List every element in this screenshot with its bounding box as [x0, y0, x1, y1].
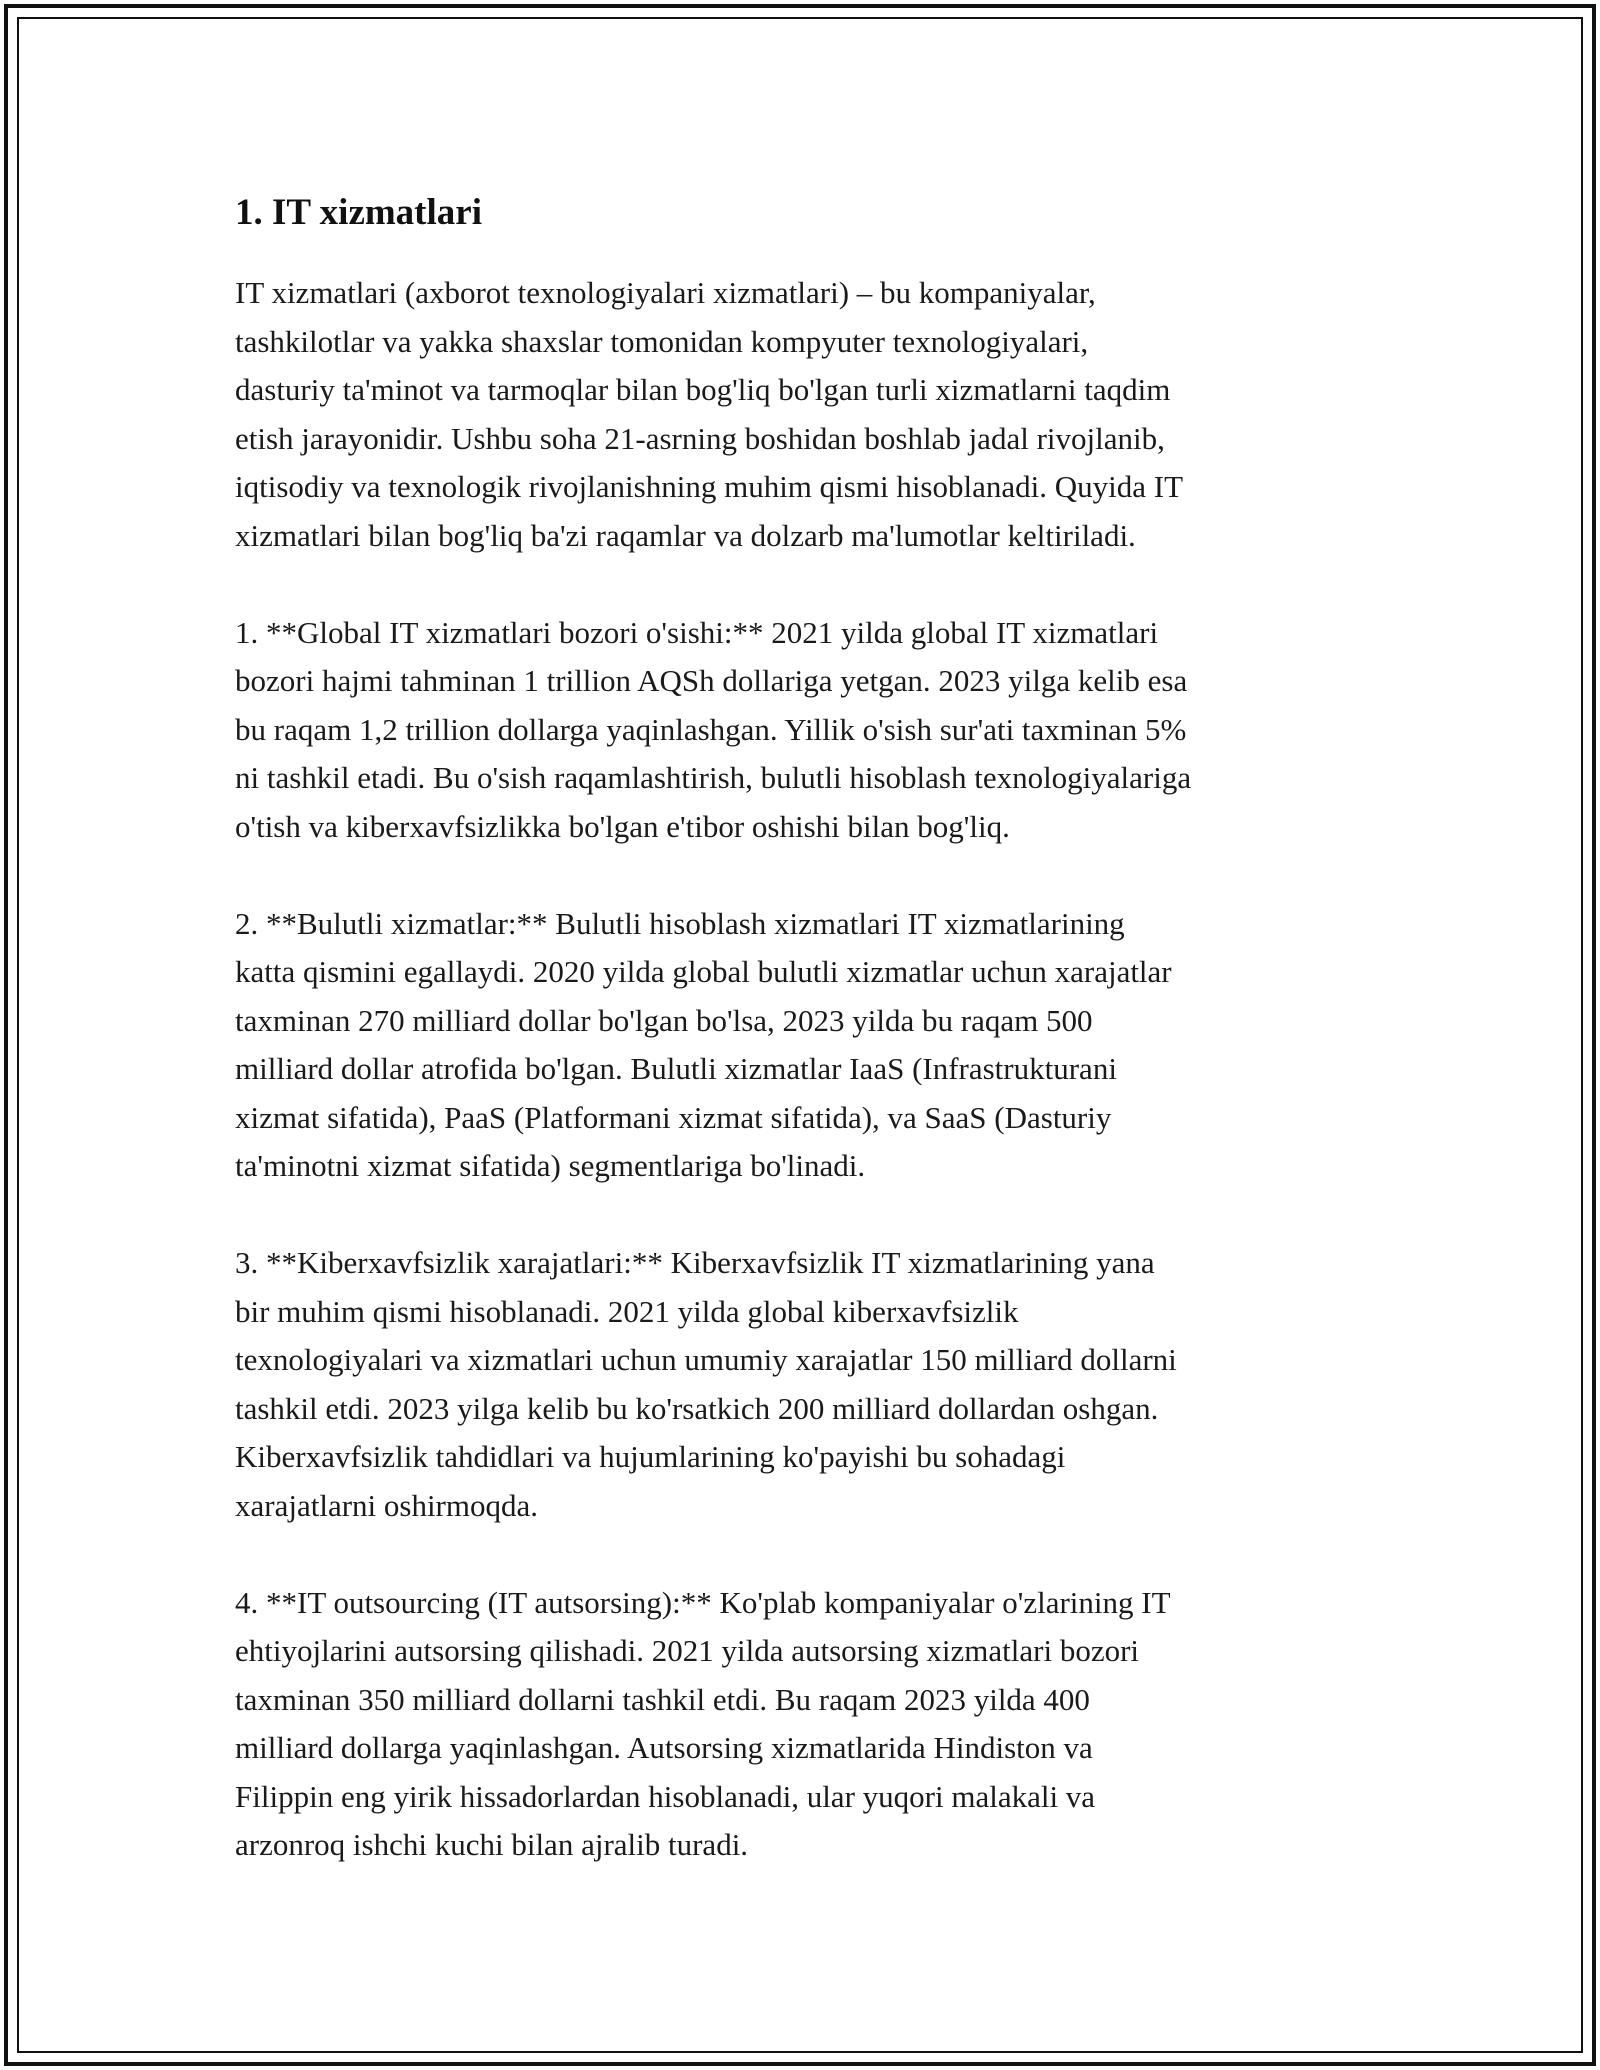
text-line: ehtiyojlarini autsorsing qilishadi. 2021 yilda autsorsing xizmatlari bozori [235, 1633, 1140, 1668]
text-line: Kiberxavfsizlik tahdidlari va hujumlarining ko'payishi bu sohadagi [235, 1439, 1066, 1474]
text-line: tashkil etdi. 2023 yilga kelib bu ko'rsatkich 200 milliard dollardan oshgan. [235, 1390, 1159, 1426]
text-line: xarajatlarni oshirmoqda. [235, 1487, 539, 1523]
text-line: milliard dollarga yaqinlashgan. Autsorsing xizmatlarida Hindiston va [235, 1730, 1093, 1765]
text-line: Filippin eng yirik hissadorlardan hisoblanadi, ular yuqori malakali va [235, 1778, 1096, 1814]
list-item-outsourcing [235, 1579, 1385, 1870]
text-line: 4. **IT outsourcing (IT autsorsing):** Ko'plab kompaniyalar o'zlarining IT [235, 1584, 1171, 1620]
text-line: bu raqam 1,2 trillion dollarga yaqinlashgan. Yillik o'sish sur'ati taxminan 5% [235, 711, 1187, 747]
text-line: texnologiyalari va xizmatlari uchun umumiy xarajatlar 150 milliard dollarni [235, 1342, 1177, 1377]
text-line: 1. **Global IT xizmatlari bozori o'sishi:** 2021 yilda global IT xizmatlari [235, 614, 1159, 650]
text-line: 3. **Kiberxavfsizlik xarajatlari:** Kiberxavfsizlik IT xizmatlarining yana [235, 1245, 1155, 1280]
text-line: ni tashkil etadi. Bu o'sish raqamlashtirish, bulutli hisoblash texnologiyalariga [235, 760, 1192, 795]
text-line: milliard dollar atrofida bo'lgan. Bulutli xizmatlar IaaS (Infrastrukturani [235, 1051, 1117, 1086]
text-line: taxminan 350 milliard dollarni tashkil etdi. Bu raqam 2023 yilda 400 [235, 1681, 1090, 1717]
text-line: IT xizmatlari (axborot texnologiyalari xizmatlari) – bu kompaniyalar, [235, 275, 1096, 310]
text-line: iqtisodiy va texnologik rivojlanishning muhim qismi hisoblanadi. Quyida IT [235, 469, 1184, 504]
text-line: etish jarayonidir. Ushbu soha 21-asrning boshidan boshlab jadal rivojlanib, [235, 420, 1165, 456]
list-item-cloud-services [235, 900, 1385, 1191]
list-item-global-market [235, 609, 1385, 852]
text-line: katta qismini egallaydi. 2020 yilda global bulutli xizmatlar uchun xarajatlar [235, 954, 1172, 989]
page-title: 1. IT xizmatlari [235, 192, 482, 233]
text-line: ta'minotni xizmat sifatida) segmentlariga bo'linadi. [235, 1148, 866, 1183]
list-item-cybersecurity [235, 1239, 1385, 1530]
text-line: o'tish va kiberxavfsizlikka bo'lgan e'tibor oshishi bilan bog'liq. [235, 808, 1010, 844]
text-line: tashkilotlar va yakka shaxslar tomonidan kompyuter texnologiyalari, [235, 323, 1089, 359]
text-line: 2. **Bulutli xizmatlar:** Bulutli hisoblash xizmatlari IT xizmatlarining [235, 905, 1125, 941]
text-line: taxminan 270 milliard dollar bo'lgan bo'lsa, 2023 yilda bu raqam 500 [235, 1002, 1093, 1038]
text-line: bozori hajmi tahminan 1 trillion AQSh dollariga yetgan. 2023 yilga kelib esa [235, 663, 1188, 698]
text-line: bir muhim qismi hisoblanadi. 2021 yilda global kiberxavfsizlik [235, 1293, 1019, 1329]
intro-paragraph [235, 269, 1385, 560]
text-line: dasturiy ta'minot va tarmoqlar bilan bog'liq bo'lgan turli xizmatlarni taqdim [235, 372, 1171, 407]
text-line: xizmat sifatida), PaaS (Platformani xizmat sifatida), va SaaS (Dasturiy [235, 1099, 1112, 1135]
text-line: xizmatlari bilan bog'liq ba'zi raqamlar va dolzarb ma'lumotlar keltiriladi. [235, 517, 1136, 553]
text-line: arzonroq ishchi kuchi bilan ajralib turadi. [235, 1827, 749, 1862]
document-body [235, 185, 1385, 1918]
